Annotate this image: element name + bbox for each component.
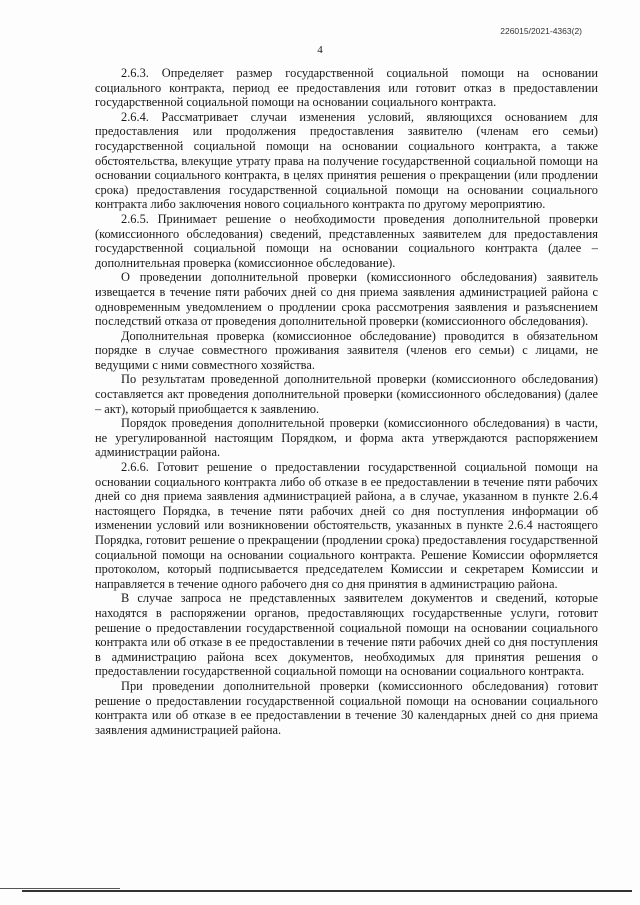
paragraph-document-request: В случае запроса не представленных заявителем документов и сведений, которые находятся в распоряжении органов, предоставляющих государственные услуги, готовит решение о предоставлении государственной социальной помощи на основании социального контракта или об отказе в ее предоставлении в течение пяти рабочих дней со дня поступления в администрацию района всех документов, необходимых для принятия решения о предоставлении государственной социальной помощи на основании социального контракта.	[95, 591, 598, 679]
page-number: 4	[317, 44, 323, 56]
footer-divider	[22, 890, 632, 892]
paragraph-procedure: Порядок проведения дополнительной проверки (комиссионного обследования) в части, не урегулированной настоящим Порядком, и форма акта утверждаются распоряжением администрации района.	[95, 416, 598, 460]
document-registration-number: 226015/2021-4363(2)	[500, 26, 582, 36]
paragraph-additional-check-decision: При проведении дополнительной проверки (комиссионного обследования) готовит решение о предоставлении государственной социальной помощи на основании социального контракта или об отказе в ее предоставлении в течение 30 календарных дней со дня приема заявления администрацией района.	[95, 678, 598, 737]
paragraph-mandatory-check: Дополнительная проверка (комиссионное обследование) проводится в обязательном порядке в случае совместного проживания заявителя (членов его семьи) с лицами, не ведущими с ними совместного хозяйства.	[95, 328, 598, 372]
paragraph-act: По результатам проведенной дополнительной проверки (комиссионного обследования) составляется акт проведения дополнительной проверки (комиссионного обследования) (далее – акт), который приобщается к заявлению.	[95, 372, 598, 416]
paragraph-2-6-4: 2.6.4. Рассматривает случаи изменения условий, являющихся основанием для предоставления или продолжения предоставления заявителю (членам его семьи) государственной социальной помощи на основании социального контракта, а также обстоятельства, влекущие утрату права на получение государственной социальной помощи на основании социального контракта, в целях принятия решения о прекращении (или продлении срока) предоставления государственной социальной помощи на основании социального контракта либо заключения нового социального контракта по другому мероприятию.	[95, 109, 598, 212]
paragraph-2-6-3: 2.6.3. Определяет размер государственной социальной помощи на основании социального контракта, период ее предоставления или готовит отказ в предоставлении государственной социальной помощи на основании социального контракта.	[95, 66, 598, 110]
footer-scan-edge	[0, 888, 120, 889]
paragraph-2-6-5: 2.6.5. Принимает решение о необходимости проведения дополнительной проверки (комиссионного обследования) сведений, представленных заявителем для предоставления государственной социальной помощи на основании социального контракта (далее – дополнительная проверка (комиссионное обследование).	[95, 211, 598, 270]
paragraph-notification: О проведении дополнительной проверки (комиссионного обследования) заявитель извещается в течение пяти рабочих дней со дня приема заявления администрацией района с одновременным уведомлением о продлении срока рассмотрения заявления и разъяснением последствий отказа от проведения дополнительной проверки (комиссионного обследования).	[95, 270, 598, 329]
document-body	[95, 66, 598, 737]
paragraph-2-6-6: 2.6.6. Готовит решение о предоставлении государственной социальной помощи на основании социального контракта либо об отказе в ее предоставлении в течение пяти рабочих дней со дня приема заявления администрацией района, а в случае, указанном в пункте 2.6.4 настоящего Порядка, в течение пяти рабочих дней со дня поступления информации об изменении условий или возникновении обстоятельств, указанных в пункте 2.6.4 настоящего Порядка, готовит решение о прекращении (продлении срока) предоставления государственной социальной помощи на основании социального контракта. Решение Комиссии оформляется протоколом, который подписывается председателем Комиссии и секретарем Комиссии и направляется в течение одного рабочего дня со дня принятия в администрацию района.	[95, 460, 598, 591]
